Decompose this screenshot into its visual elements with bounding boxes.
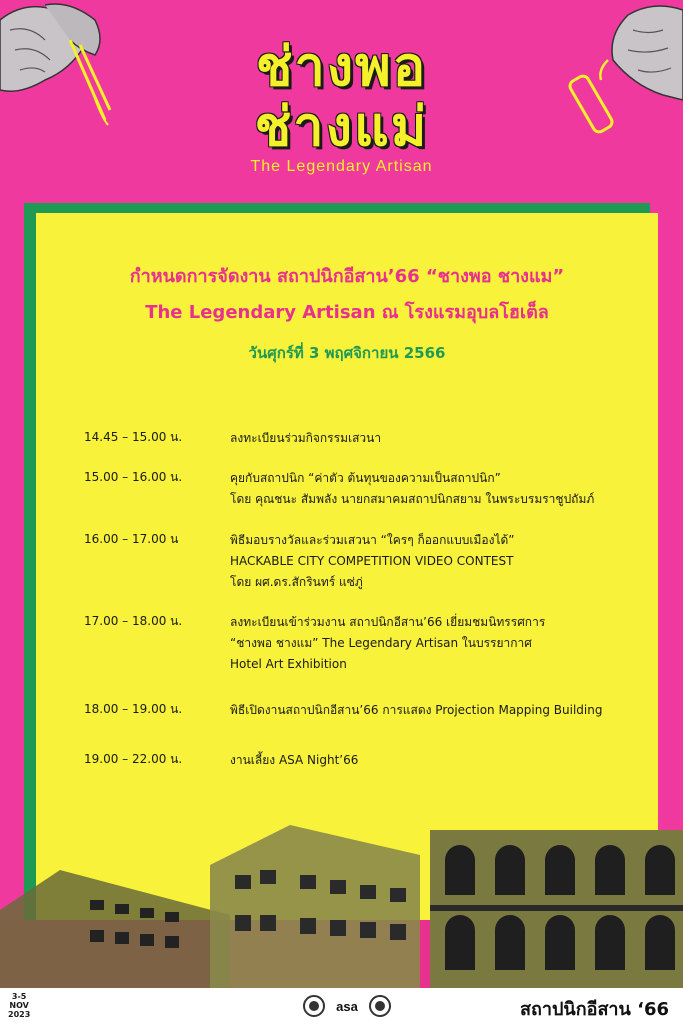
footer-brand: สถาปนิกอีสาน ‘66 (520, 999, 669, 1020)
asa-logo-text: asa (336, 999, 358, 1014)
schedule-line: โดย คุณชนะ สัมพลัง นายกสมาคมสถาปนิกสยาม ในพระบรมราชูปถัมภ์ (230, 492, 595, 506)
poster-title (0, 36, 683, 176)
schedule-description (230, 700, 650, 721)
schedule-time: 18.00 – 19.00 น. (84, 702, 183, 716)
asa-seal-icon (302, 994, 392, 1018)
title-line-2: ช่างแม่ (254, 94, 429, 158)
schedule-time: 16.00 – 17.00 น (84, 532, 179, 546)
schedule-line: ลงทะเบียนร่วมกิจกรรมเสวนา (230, 431, 382, 445)
card-date-line: วันศุกร์ที่ 3 พฤศจิกายน 2566 (248, 344, 446, 362)
title-line-1: ช่างพอ (255, 34, 428, 98)
schedule-description (230, 530, 650, 593)
schedule-line: Hotel Art Exhibition (230, 657, 347, 671)
poster-subtitle: The Legendary Artisan (250, 158, 433, 175)
schedule-line: ลงทะเบียนเข้าร่วมงาน สถาปนิกอีสาน’66 เยี่ยมชมนิทรรศการ (230, 615, 546, 629)
schedule-line: HACKABLE CITY COMPETITION VIDEO CONTEST (230, 554, 514, 568)
schedule-description (230, 428, 650, 449)
schedule-line: พิธีมอบรางวัลและร่วมเสวนา “ใครๆ ก็ออกแบบเมืองได้” (230, 533, 515, 547)
schedule-time: 15.00 – 16.00 น. (84, 470, 183, 484)
schedule-line: คุยกับสถาปนิก “ค่าตัว ต้นทุนของความเป็นสถาปนิก” (230, 471, 501, 485)
card-header-line-2: The Legendary Artisan ณ โรงแรมอุบลโฮเต็ล (145, 302, 549, 323)
schedule-time: 19.00 – 22.00 น. (84, 752, 183, 766)
date-badge-days: 3-5 (11, 992, 27, 1001)
schedule-time: 17.00 – 18.00 น. (84, 614, 183, 628)
schedule-description (230, 612, 650, 675)
schedule-line: โดย ผศ.ดร.สักรินทร์ แซ่ภู่ (230, 575, 363, 589)
date-badge (8, 992, 30, 1019)
building-illustration (0, 820, 683, 990)
schedule-line: งานเลี้ยง ASA Night’66 (230, 753, 359, 767)
schedule-description (230, 750, 650, 771)
date-badge-year: 2023 (8, 1010, 31, 1019)
date-badge-month: NOV (9, 1001, 29, 1010)
footer-bar (0, 988, 683, 1024)
schedule-line: พิธีเปิดงานสถาปนิกอีสาน’66 การแสดง Projection Mapping Building (230, 703, 603, 717)
card-header-line-1: กำหนดการจัดงาน สถาปนิกอีสาน’66 “ชางพอ ชางแม” (129, 266, 565, 287)
schedule-time: 14.45 – 15.00 น. (84, 430, 183, 444)
schedule-description (230, 468, 650, 510)
schedule-line: “ชางพอ ชางแม” The Legendary Artisan ในบรรยากาศ (230, 636, 532, 650)
